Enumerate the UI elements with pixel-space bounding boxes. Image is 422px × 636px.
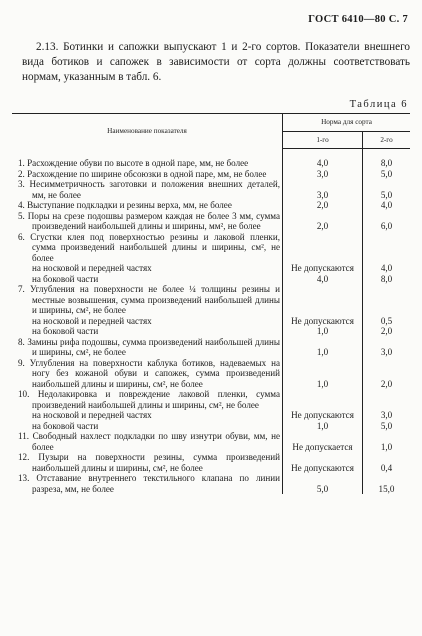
table-row bbox=[12, 232, 410, 264]
row-grade1-value: Не допускаются bbox=[283, 410, 363, 421]
row-name: на носковой и передней частях bbox=[12, 263, 283, 274]
row-grade2-value: 5,0 bbox=[380, 168, 393, 179]
row-grade1-value: Не допускаются bbox=[283, 263, 363, 274]
row-name: 8. Замины рифа подошвы, сумма произведений наибольшей длины и ширины, см², не более bbox=[12, 337, 283, 358]
column-header-norm: Норма для сорта bbox=[283, 114, 411, 132]
table-row bbox=[12, 452, 410, 473]
table-row bbox=[12, 421, 410, 432]
table-row bbox=[12, 274, 410, 285]
table-row bbox=[12, 316, 410, 327]
intro-paragraph: 2.13. Ботинки и сапожки выпускают 1 и 2-го сортов. Показатели внешнего вида ботиков и сапожек в зависимости от сорта должны соответствовать нормам, указанным в табл. 6. bbox=[22, 41, 410, 83]
row-name: на боковой части bbox=[12, 326, 283, 337]
row-grade2-value: 6,0 bbox=[380, 221, 393, 231]
table-row bbox=[12, 337, 410, 358]
row-grade2-value: 1,0 bbox=[380, 441, 393, 452]
row-grade2-value: 3,0 bbox=[380, 347, 393, 357]
table-row bbox=[12, 431, 410, 452]
table-row bbox=[12, 326, 410, 337]
row-grade1-value: Не допускается bbox=[283, 431, 363, 452]
row-grade1-value bbox=[283, 284, 363, 316]
row-name: 1. Расхождение обуви по высоте в одной паре, мм, не более bbox=[12, 158, 283, 169]
table-row bbox=[12, 179, 410, 200]
table-row bbox=[12, 410, 410, 421]
row-name: 12. Пузыри на поверхности резины, сумма произведений наибольшей длины и ширины, см², не более bbox=[12, 452, 283, 473]
row-grade2-value bbox=[363, 232, 411, 264]
row-grade2-value: 8,0 bbox=[380, 273, 393, 284]
row-grade2-value: 5,0 bbox=[380, 420, 393, 431]
row-name: на боковой части bbox=[12, 274, 283, 285]
row-grade1-value: Не допускаются bbox=[283, 316, 363, 327]
row-grade1-value bbox=[283, 389, 363, 410]
table-row bbox=[12, 263, 410, 274]
page-header: ГОСТ 6410—80 С. 7 bbox=[308, 14, 408, 25]
row-grade1-value: 1,0 bbox=[283, 421, 363, 432]
table-row bbox=[12, 200, 410, 211]
row-grade1-value bbox=[283, 232, 363, 264]
row-name: 13. Отставание внутреннего текстильного клапана по линии разреза, мм, не более bbox=[12, 473, 283, 494]
row-grade1-value: Не допускаются bbox=[283, 452, 363, 473]
row-name: 7. Углубления на поверхности не более ¼ толщины резины и местные возвышения, сумма произведений наибольшей длины и ширины, см², не более bbox=[12, 284, 283, 316]
row-grade1-value: 2,0 bbox=[283, 200, 363, 211]
row-grade1-value: 5,0 bbox=[283, 473, 363, 494]
row-name: 4. Выступание подкладки и резины верха, мм, не более bbox=[12, 200, 283, 211]
row-grade1-value: 1,0 bbox=[283, 358, 363, 390]
row-grade2-value bbox=[363, 284, 411, 316]
row-name: 9. Углубления на поверхности каблука ботиков, надеваемых на ногу без кожаной обуви и сапожек, сумма произведений наибольшей длины и ширины, см², не более bbox=[12, 358, 283, 390]
table-row bbox=[12, 389, 410, 410]
row-grade1-value: 4,0 bbox=[283, 274, 363, 285]
row-grade2-value: 15,0 bbox=[378, 483, 395, 494]
row-grade2-value: 3,0 bbox=[380, 410, 393, 420]
row-name: 6. Сгустки клея под поверхностью резины и лаковой пленки, сумма произведений наибольшей длины и ширины, см², не более bbox=[12, 232, 283, 264]
row-grade1-value: 2,0 bbox=[283, 211, 363, 232]
column-header-grade1: 1-го bbox=[283, 131, 363, 149]
column-header-grade2: 2-го bbox=[363, 131, 411, 149]
table-row bbox=[12, 358, 410, 390]
row-grade2-value: 5,0 bbox=[380, 189, 393, 200]
row-grade1-value: 3,0 bbox=[283, 169, 363, 180]
row-name: 2. Расхождение по ширине обсоюзки в одной паре, мм, не более bbox=[12, 169, 283, 180]
table-body bbox=[12, 149, 410, 495]
row-grade1-value: 3,0 bbox=[283, 179, 363, 200]
row-grade1-value: 1,0 bbox=[283, 326, 363, 337]
row-name: 5. Поры на срезе подошвы размером каждая не более 3 мм, сумма произведений наибольшей длины и ширины, мм², не более bbox=[12, 211, 283, 232]
row-name: на боковой части bbox=[12, 421, 283, 432]
table-row bbox=[12, 284, 410, 316]
norms-table bbox=[12, 113, 410, 494]
row-name: 3. Несимметричность заготовки и положения внешних деталей, мм, не более bbox=[12, 179, 283, 200]
table-row bbox=[12, 473, 410, 494]
table-row bbox=[12, 169, 410, 180]
row-grade2-value: 2,0 bbox=[380, 378, 393, 389]
row-grade2-value: 4,0 bbox=[380, 263, 393, 273]
row-grade2-value: 2,0 bbox=[380, 326, 393, 336]
row-grade2-value: 8,0 bbox=[380, 158, 393, 168]
row-name: на носковой и передней частях bbox=[12, 410, 283, 421]
row-grade2-value bbox=[363, 389, 411, 410]
table-row bbox=[12, 211, 410, 232]
row-grade1-value: 1,0 bbox=[283, 337, 363, 358]
row-name: 10. Недолакировка и повреждение лаковой пленки, сумма произведений наибольшей длины и ширины, см², не более bbox=[12, 389, 283, 410]
row-grade2-value: 0,5 bbox=[380, 315, 393, 326]
column-header-name: Наименование показателя bbox=[12, 114, 283, 149]
row-name: 11. Свободный нахлест подкладки по шву изнутри обуви, мм, не более bbox=[12, 431, 283, 452]
row-grade2-value: 0,4 bbox=[380, 462, 393, 473]
table-row bbox=[12, 158, 410, 169]
row-grade1-value: 4,0 bbox=[283, 158, 363, 169]
row-name: на носковой и передней частях bbox=[12, 316, 283, 327]
table-caption: Таблица 6 bbox=[349, 99, 408, 110]
row-grade2-value: 4,0 bbox=[380, 200, 393, 210]
